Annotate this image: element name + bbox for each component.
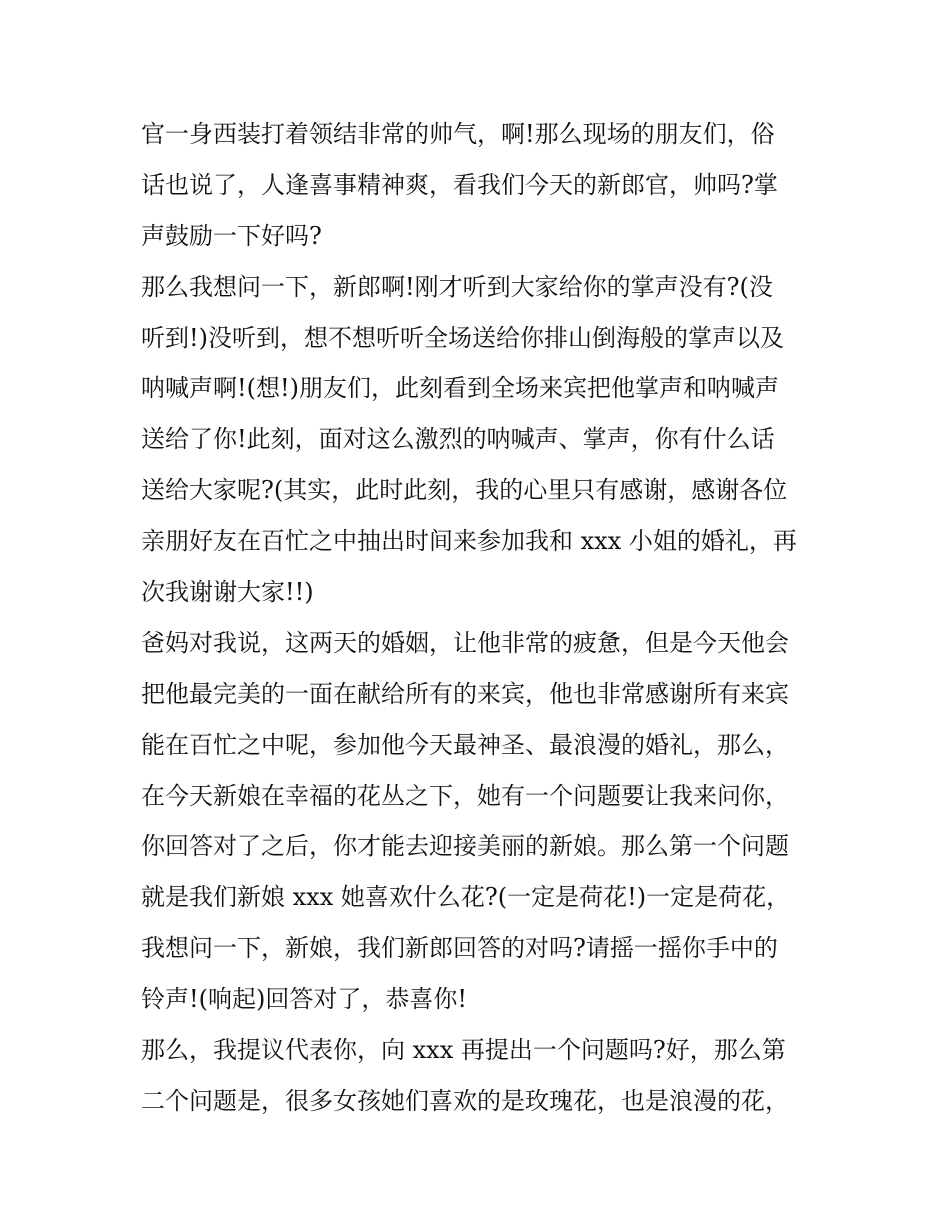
text-line: 爸妈对我说，这两天的婚姻，让他非常的疲惫，但是今天他会 (141, 628, 789, 657)
text-line: 能在百忙之中呢，参加他今天最神圣、最浪漫的婚礼，那么， (141, 730, 789, 759)
text-line: 二个问题是，很多女孩她们喜欢的是玫瑰花，也是浪漫的花， (141, 1086, 789, 1115)
text-line: 铃声!(响起)回答对了，恭喜你! (141, 985, 468, 1014)
text-line: 那么，我提议代表你，向 xxx 再提出一个问题吗?好，那么第 (141, 1036, 786, 1065)
text-line: 把他最完美的一面在献给所有的来宾，他也非常感谢所有来宾 (141, 679, 789, 708)
text-line: 送给大家呢?(其实，此时此刻，我的心里只有感谢，感谢各位 (141, 476, 788, 505)
text-line: 官一身西装打着领结非常的帅气，啊!那么现场的朋友们，俗 (141, 120, 775, 148)
text-line: 在今天新娘在幸福的花丛之下，她有一个问题要让我来问你， (141, 781, 789, 810)
text-line: 次我谢谢大家!!) (141, 578, 314, 607)
text-line: 亲朋好友在百忙之中抽出时间来参加我和 xxx 小姐的婚礼，再 (141, 527, 797, 556)
text-line: 我想问一下，新娘，我们新郎回答的对吗?请摇一摇你手中的 (141, 934, 778, 963)
text-line: 送给了你!此刻，面对这么激烈的呐喊声、掌声，你有什么话 (141, 425, 775, 454)
text-line: 就是我们新娘 xxx 她喜欢什么花?(一定是荷花!)一定是荷花， (141, 883, 791, 912)
text-line: 声鼓励一下好吗? (141, 221, 322, 250)
body-text (141, 109, 821, 1127)
text-line: 呐喊声啊!(想!)朋友们，此刻看到全场来宾把他掌声和呐喊声 (141, 374, 780, 403)
text-line: 话也说了，人逢喜事精神爽，看我们今天的新郎官，帅吗?掌 (141, 170, 778, 199)
text-line: 听到!)没听到，想不想听听全场送给你排山倒海般的掌声以及 (141, 323, 785, 352)
text-line: 你回答对了之后，你才能去迎接美丽的新娘。那么第一个问题 (141, 832, 789, 861)
text-line: 那么我想问一下，新郎啊!刚才听到大家给你的掌声没有?(没 (141, 272, 773, 301)
